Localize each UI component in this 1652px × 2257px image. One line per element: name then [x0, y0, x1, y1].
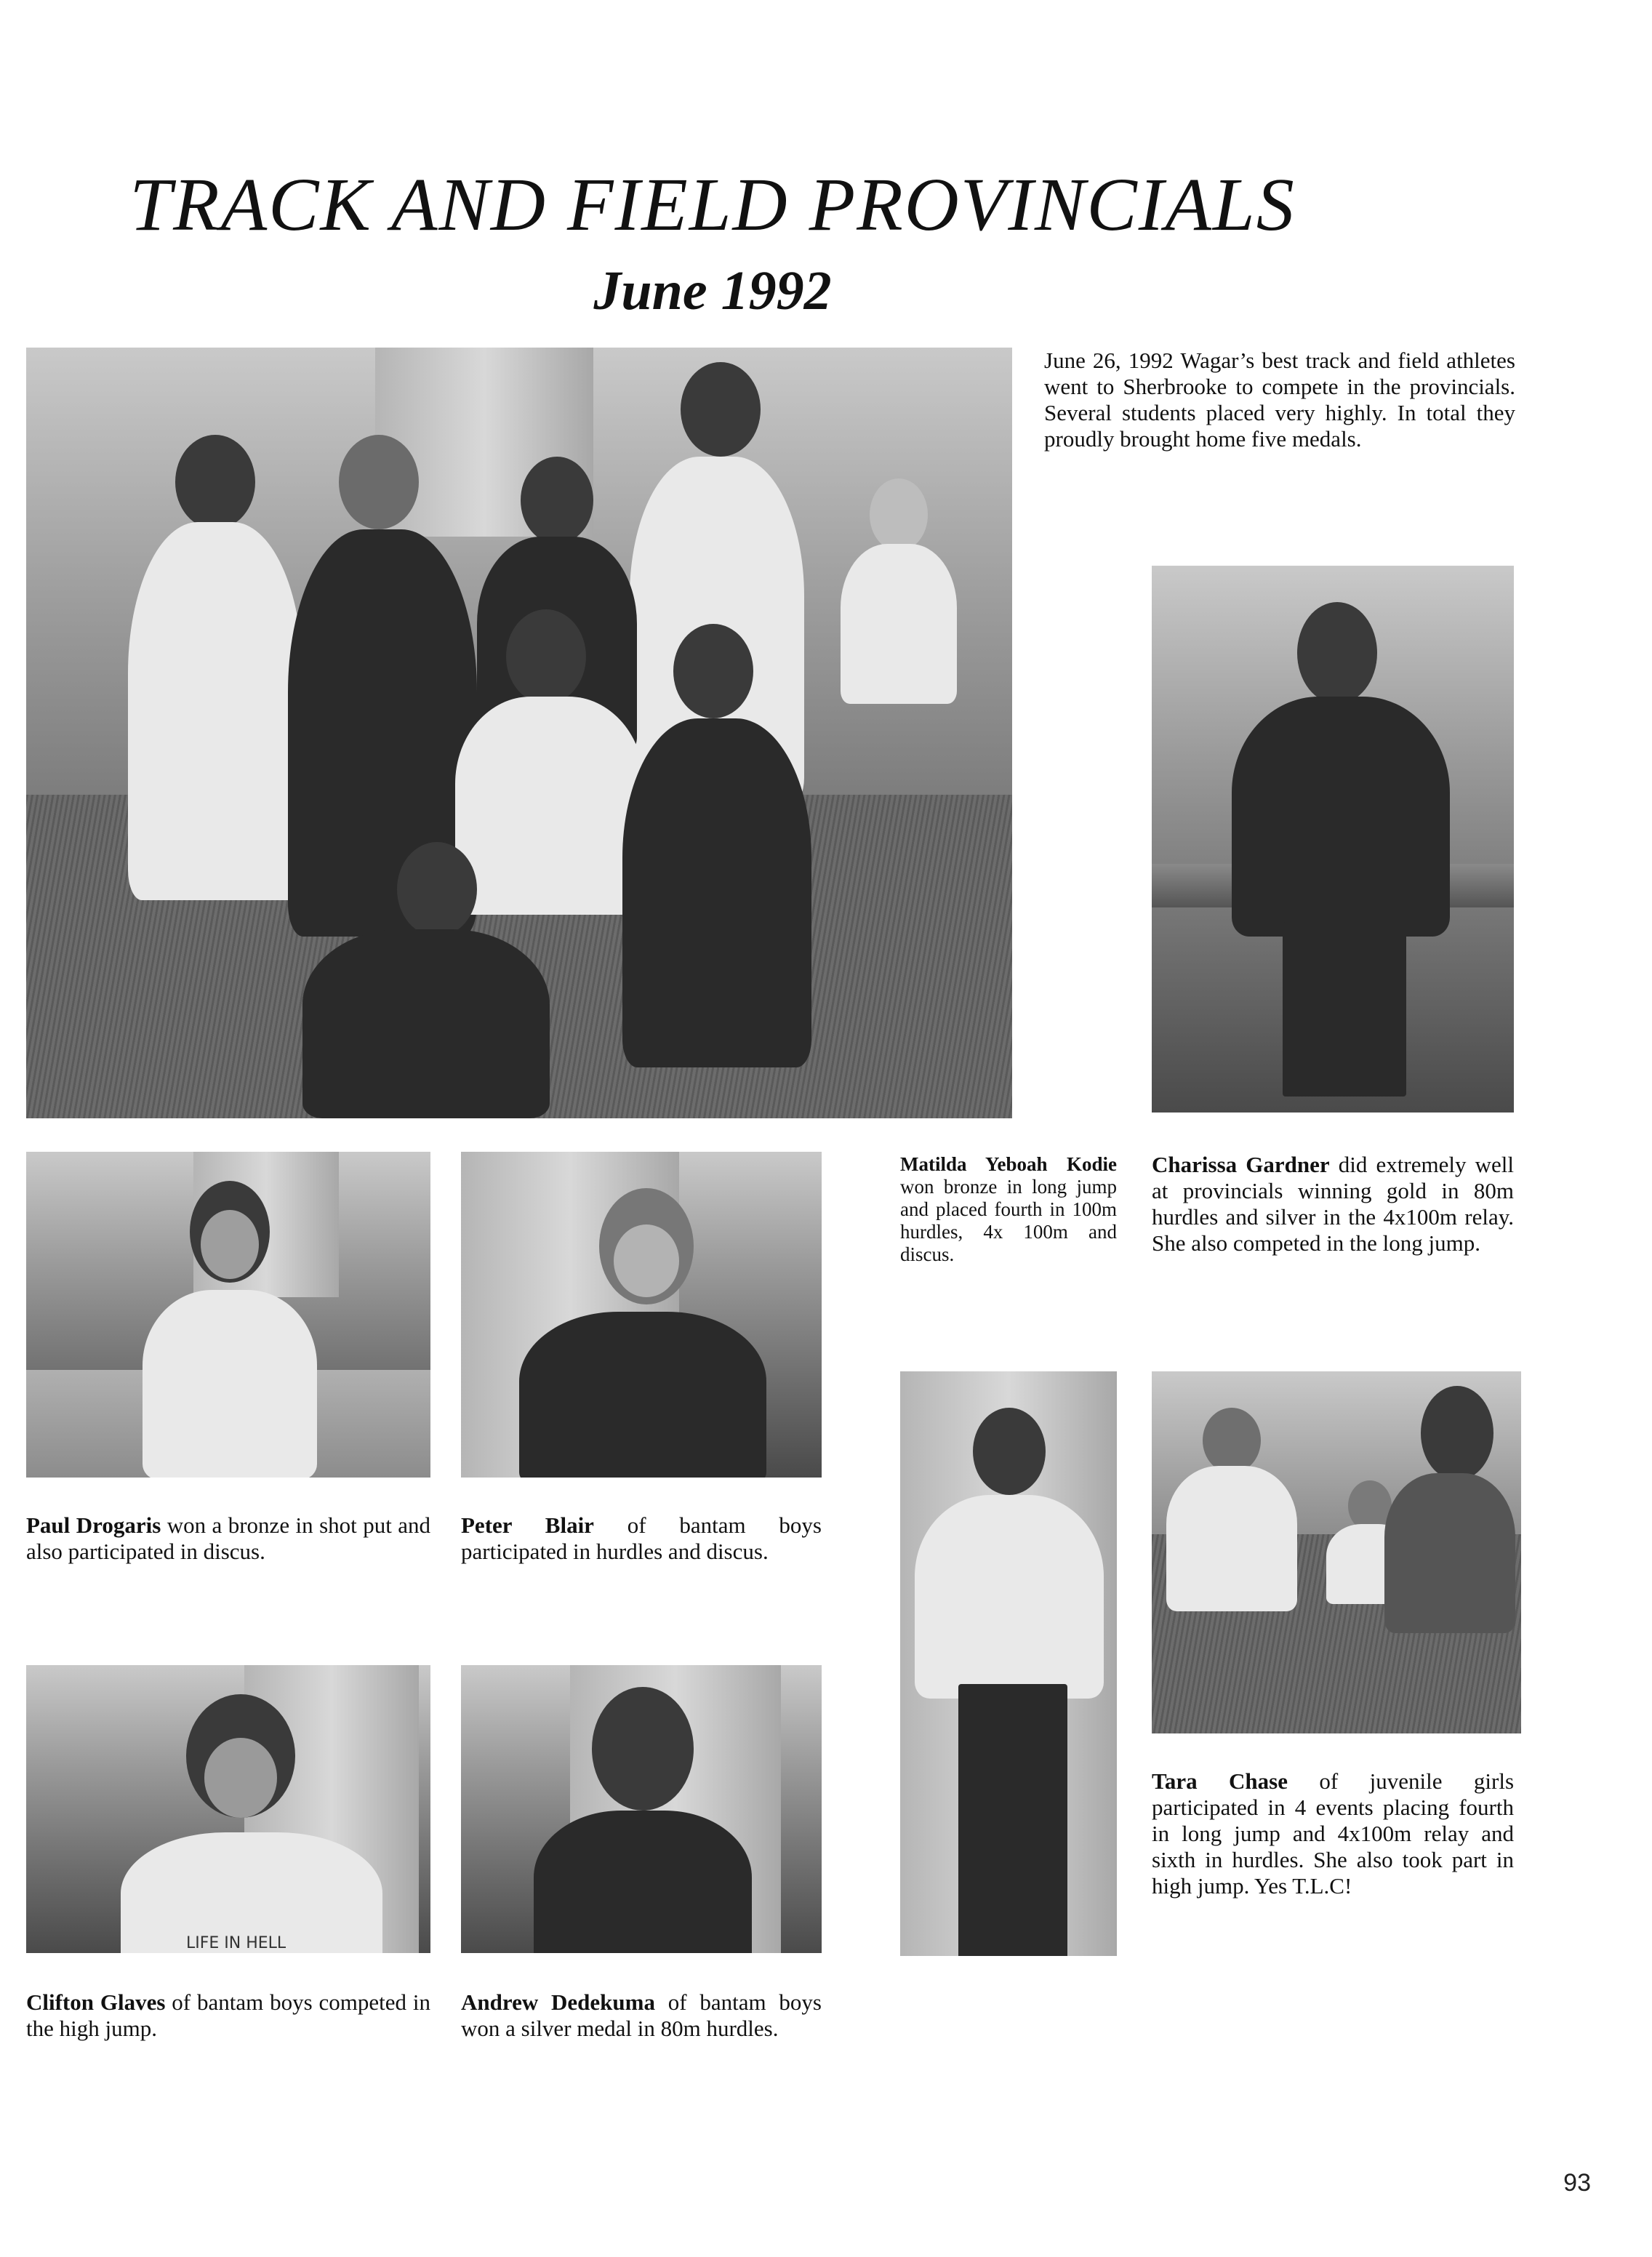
intro-text: June 26, 1992 Wagar’s best track and field athletes went to Sherbrooke to compete in the provincials. Several students placed very highly. In total they proudly brought home five medals.	[1044, 348, 1515, 452]
peter-caption	[461, 1512, 822, 1565]
page-title: TRACK AND FIELD PROVINCIALS	[129, 163, 1296, 246]
charissa-text: did extremely well at provincials winning gold in 80m hurdles and silver in the 4x100m relay. She also competed in the long jump.	[1152, 1152, 1514, 1256]
peter-name: Peter Blair	[461, 1512, 594, 1538]
peter-blair-photo	[461, 1152, 822, 1478]
clifton-name: Clifton Glaves	[26, 1989, 166, 2015]
clifton-glaves-photo	[26, 1665, 430, 1953]
andrew-dedekuma-photo	[461, 1665, 822, 1953]
paul-text: won a bronze in shot put and also participated in discus.	[26, 1512, 431, 1564]
peter-text: of bantam boys participated in hurdles and discus.	[461, 1512, 822, 1564]
clifton-caption	[26, 1989, 430, 2042]
andrew-name: Andrew Dedekuma	[461, 1989, 655, 2015]
page-subtitle: June 1992	[593, 260, 832, 321]
matilda-text: won bronze in long jump and placed fourth in 100m hurdles, 4x 100m and discus.	[900, 1176, 1117, 1265]
paul-caption	[26, 1512, 430, 1565]
clifton-text: of bantam boys competed in the high jump.	[26, 1989, 430, 2041]
tara-chase-photo	[1152, 1371, 1521, 1733]
matilda-yeboah-kodie-photo	[900, 1371, 1117, 1956]
charissa-caption	[1152, 1152, 1514, 1256]
charissa-name: Charissa Gardner	[1152, 1152, 1330, 1177]
paul-name: Paul Drogaris	[26, 1512, 161, 1538]
tara-name: Tara Chase	[1152, 1768, 1288, 1794]
tara-caption	[1152, 1768, 1514, 1899]
page-number: 93	[1563, 2169, 1591, 2197]
group-photo	[26, 348, 1012, 1118]
andrew-text: of bantam boys won a silver medal in 80m hurdles.	[461, 1989, 822, 2041]
matilda-name: Matilda Yeboah Kodie	[900, 1153, 1117, 1175]
shirt-slogan: LIFE IN HELL	[186, 1934, 286, 1952]
matilda-caption	[900, 1153, 1117, 1266]
paul-drogaris-photo	[26, 1152, 430, 1478]
charissa-gardner-photo	[1152, 566, 1514, 1113]
tara-text: of juvenile girls participated in 4 events placing fourth in long jump and 4x100m relay and sixth in hurdles. She also took part in high jump. Yes T.L.C!	[1152, 1768, 1515, 1899]
andrew-caption	[461, 1989, 822, 2042]
